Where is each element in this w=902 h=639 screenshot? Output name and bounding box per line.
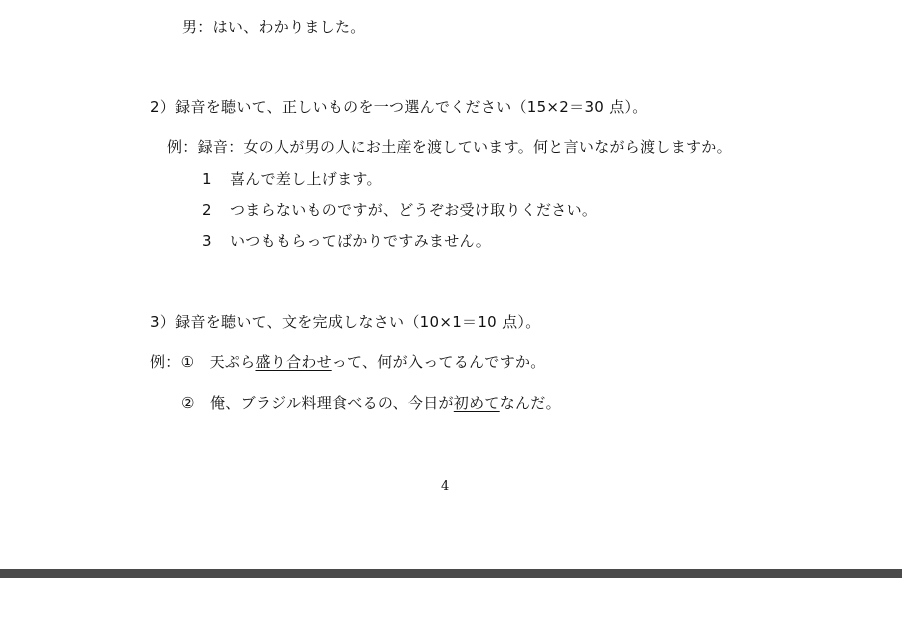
underlined-answer: 盛り合わせ xyxy=(255,353,332,371)
underlined-answer: 初めて xyxy=(453,394,500,412)
section-2-example: 例：録音：女の人が男の人にお土産を渡しています。何と言いながら渡しますか。 xyxy=(167,138,732,156)
next-page-area xyxy=(0,578,902,639)
example-label: 例： xyxy=(150,353,181,371)
option-text: いつももらってばかりですみません。 xyxy=(230,232,492,250)
section-2-heading: 2）録音を聴いて、正しいものを一つ選んでください（15×2＝30 点）。 xyxy=(150,98,648,116)
dialogue-line: 男：はい、わかりました。 xyxy=(182,18,366,36)
option-3 xyxy=(202,231,491,251)
option-2 xyxy=(202,200,597,220)
page-number: 4 xyxy=(441,479,450,494)
item-text-post: なんだ。 xyxy=(499,394,561,412)
option-text: 喜んで差し上げます。 xyxy=(230,170,382,188)
option-number: 2 xyxy=(202,201,212,219)
item-text-pre: 天ぷら xyxy=(209,353,256,371)
item-marker: ① xyxy=(180,353,195,371)
option-number: 3 xyxy=(202,232,212,250)
page-separator-bar xyxy=(0,569,902,578)
option-text: つまらないものですが、どうぞお受け取りください。 xyxy=(230,201,598,219)
item-text-post: って、何が入ってるんですか。 xyxy=(331,353,546,371)
option-number: 1 xyxy=(202,170,212,188)
section-3-heading: 3）録音を聴いて、文を完成しなさい（10×1＝10 点）。 xyxy=(150,313,541,331)
item-text-pre: 俺、ブラジル料理食べるの、今日が xyxy=(209,394,454,412)
section-3-example-item-1 xyxy=(150,352,546,372)
section-3-item-2 xyxy=(181,393,561,413)
item-marker: ② xyxy=(181,394,195,412)
option-1 xyxy=(202,169,382,189)
